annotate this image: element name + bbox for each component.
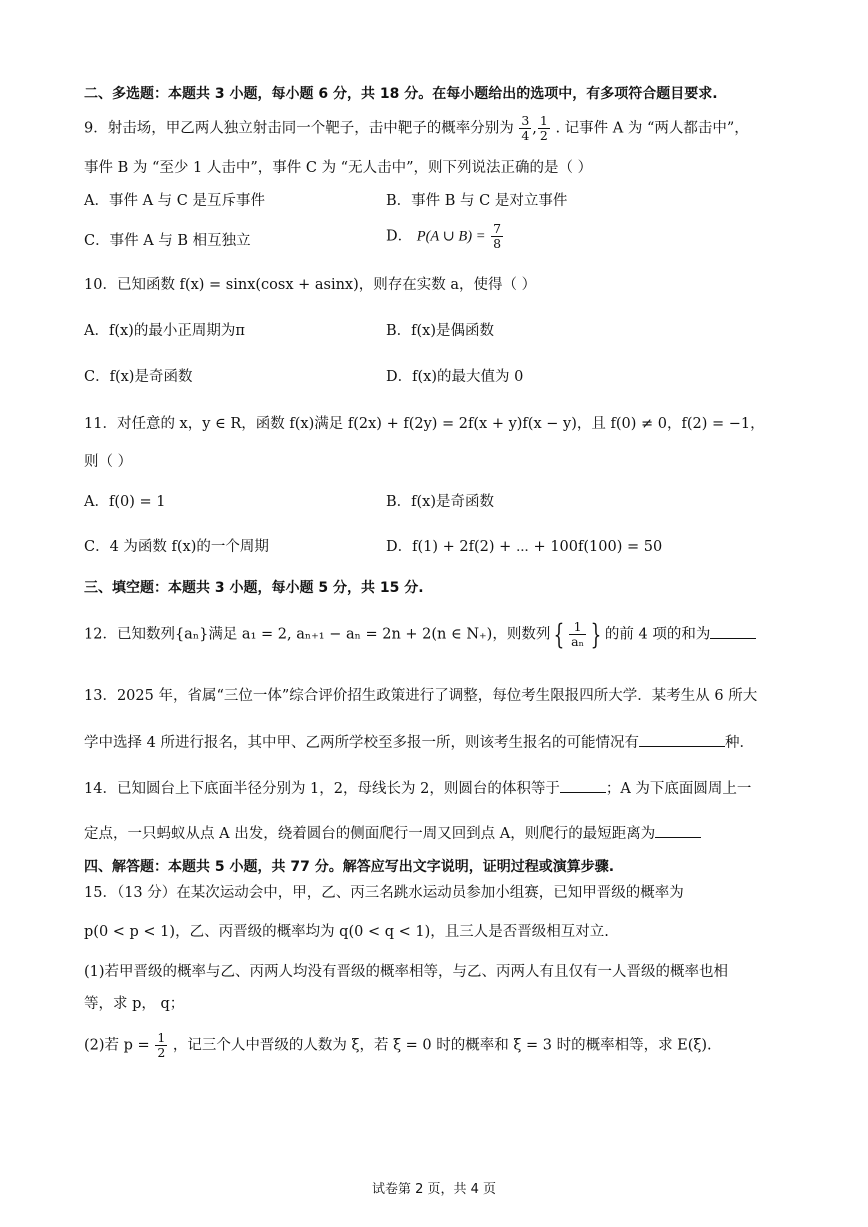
section-heading-fill-in: 三、填空题：本题共 3 小题，每小题 5 分，共 15 分. — [84, 580, 424, 596]
q12-numerator: 1 — [569, 620, 586, 635]
q11-option-c: C．4 为函数 f(x)的一个周期 — [84, 539, 269, 555]
q9-frac1-numerator: 3 — [521, 113, 530, 128]
q9-option-b: B．事件 B 与 C 是对立事件 — [386, 193, 568, 209]
question-12 — [84, 617, 756, 651]
q10-option-d: D．f(x)的最大值为 0 — [386, 369, 524, 385]
q12-answer-blank[interactable] — [710, 622, 756, 639]
q15-part-1-line-1: (1)若甲晋级的概率与乙、丙两人均没有晋级的概率相等，与乙、丙两人有且仅有一人晋级的概率也相 — [84, 964, 729, 980]
q15-part-2 — [84, 1031, 712, 1060]
section-heading-multiple-choice: 二、多选题：本题共 3 小题，每小题 6 分，共 18 分。在每小题给出的选项中，有多项符合题目要求. — [84, 86, 718, 102]
q14-stem-2: 定点，一只蚂蚁从点 A 出发，绕着圆台的侧面爬行一周又回到点 A，则爬行的最短距离为 — [84, 826, 656, 842]
q9-option-d-label: D． — [386, 228, 413, 245]
q15-part-2-denominator: 2 — [157, 1045, 166, 1060]
q14-answer-blank-1[interactable] — [560, 776, 606, 793]
q12-denominator: aₙ — [571, 634, 585, 649]
q9-option-d-expression: P(A ∪ B) = — [416, 228, 486, 245]
q9-option-d-fraction — [491, 222, 503, 251]
q9-option-a: A．事件 A 与 C 是互斥事件 — [84, 193, 265, 209]
question-9-line-2: 事件 B 为 “至少 1 人击中”，事件 C 为 “无人击中”，则下列说法正确的是（ ） — [84, 160, 593, 176]
q9-fraction-1 — [519, 114, 531, 143]
question-11-stem-2: 则（ ） — [84, 454, 133, 470]
q9-option-d-denominator: 8 — [493, 236, 502, 251]
q14-stem-middle: ；A 为下底面圆周上一 — [605, 781, 752, 797]
q15-part-1-line-2: 等，求 p， q； — [84, 996, 185, 1012]
q9-option-c: C．事件 A 与 B 相互独立 — [84, 233, 251, 249]
q9-frac2-numerator: 1 — [539, 113, 548, 128]
section-heading-solutions: 四、解答题：本题共 5 小题，共 77 分。解答应写出文字说明，证明过程或演算步骤. — [84, 859, 615, 875]
q15-part-2-start: (2)若 p = — [84, 1037, 150, 1054]
question-15-line-2: p(0 < p < 1)，乙、丙晋级的概率均为 q(0 < q < 1)，且三人是否晋级相互对立. — [84, 924, 609, 940]
q11-option-d: D．f(1) + 2f(2) + ⋯ + 100f(100) = 50 — [386, 539, 663, 555]
q15-part-2-fraction — [155, 1031, 167, 1060]
question-11-stem: 11．对任意的 x，y ∈ R，函数 f(x)满足 f(2x) + f(2y) = 2f(x + y)f(x − y)，且 f(0) ≠ 0，f(2) = −1， — [84, 416, 765, 432]
q12-right-brace: } — [590, 617, 602, 651]
q14-answer-blank-2[interactable] — [655, 821, 701, 838]
q9-fraction-2 — [538, 114, 550, 143]
q10-option-c: C．f(x)是奇函数 — [84, 369, 193, 385]
question-10-stem: 10．已知函数 f(x) = sinx(cosx + asinx)，则存在实数 a，使得（ ） — [84, 277, 537, 293]
question-14-line-2 — [84, 821, 701, 844]
q9-fraction-separator: , — [532, 120, 537, 137]
q9-option-d — [386, 222, 504, 251]
q9-frac1-denominator: 4 — [521, 128, 530, 143]
q12-stem-end: 的前 4 项的和为 — [604, 626, 711, 643]
q15-part-2-numerator: 1 — [157, 1030, 166, 1045]
q10-option-b: B．f(x)是偶函数 — [386, 323, 495, 339]
q13-stem-end: 种． — [724, 735, 754, 751]
q12-left-brace: { — [553, 617, 565, 651]
q9-option-d-numerator: 7 — [493, 221, 502, 236]
q9-frac2-denominator: 2 — [539, 128, 548, 143]
q12-fraction — [569, 620, 586, 649]
page-footer: 试卷第 2 页，共 4 页 — [371, 1182, 497, 1197]
q13-answer-blank[interactable] — [639, 730, 725, 747]
question-13-line-2 — [84, 730, 754, 753]
q9-stem-part-2: . 记事件 A 为 “两人都击中”， — [555, 120, 749, 137]
question-9-line-1 — [84, 114, 749, 143]
q15-part-2-end: ，记三个人中晋级的人数为 ξ，若 ξ = 0 时的概率和 ξ = 3 时的概率相等，求 E(ξ). — [172, 1037, 712, 1054]
q10-option-a: A．f(x)的最小正周期为π — [84, 323, 245, 339]
q14-stem: 14．已知圆台上下底面半径分别为 1，2，母线长为 2，则圆台的体积等于 — [84, 781, 560, 797]
q11-option-a: A．f(0) = 1 — [84, 494, 166, 510]
q12-stem: 12．已知数列{aₙ}满足 a₁ = 2, aₙ₊₁ − aₙ = 2n + 2(n ∈ N₊)，则数列 — [84, 626, 551, 643]
question-15-line-1: 15．（13 分）在某次运动会中，甲，乙、丙三名跳水运动员参加小组赛，已知甲晋级的概率为 — [84, 885, 684, 901]
q11-option-b: B．f(x)是奇函数 — [386, 494, 495, 510]
question-14-line-1 — [84, 776, 751, 799]
q13-stem: 学中选择 4 所进行报名，其中甲、乙两所学校至多报一所，则该考生报名的可能情况有 — [84, 735, 639, 751]
q9-stem-part-1: 9．射击场，甲乙两人独立射击同一个靶子，击中靶子的概率分别为 — [84, 120, 514, 137]
question-13-line-1: 13．2025 年，省属“三位一体”综合评价招生政策进行了调整，每位考生限报四所大学．某考生从 6 所大 — [84, 688, 758, 704]
